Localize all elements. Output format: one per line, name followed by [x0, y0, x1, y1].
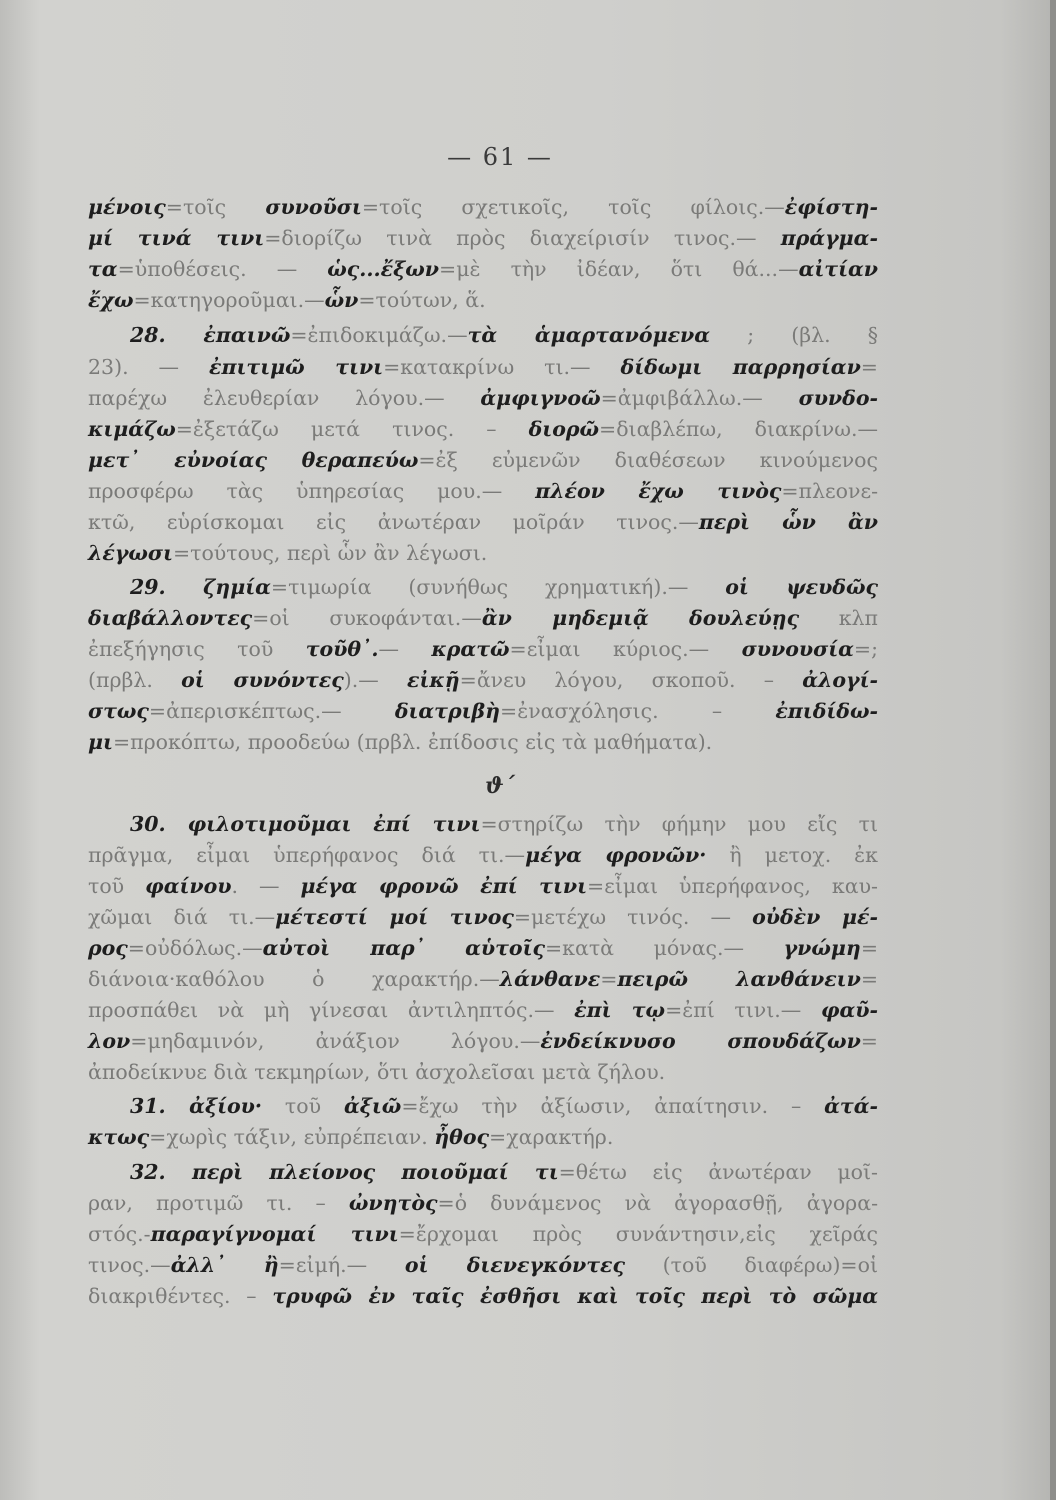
gloss: =τούτων, ἅ.	[358, 288, 486, 312]
headword: ἐπὶ τῳ	[574, 998, 666, 1022]
gloss: ἀποδείκνυε διὰ τεκμηρίων, ὅτι ἀσχολεῖσαι μετὰ ζήλου.	[88, 1060, 666, 1084]
gloss: =	[860, 936, 878, 960]
text-line	[130, 1091, 878, 1121]
gloss: =μηδαμινόν, ἀνάξιον λόγου.—	[130, 1029, 541, 1053]
gloss: =ἄνευ λόγου, σκοποῦ. –	[459, 668, 803, 692]
gloss: =διαβλέπω, διακρίνω.—	[599, 417, 878, 441]
gloss: παρέχω ἐλευθερίαν λόγου.—	[88, 386, 481, 410]
headword: ἀλλ᾽ ἢ	[170, 1253, 279, 1277]
headword: ἐπιτιμῶ τινι	[209, 355, 384, 379]
headword: στως	[88, 699, 149, 723]
headword: οἱ συνόντες	[181, 668, 344, 692]
text-line	[88, 538, 878, 568]
headword: αἰτίαν	[798, 257, 878, 281]
gloss: κλπ	[799, 606, 878, 630]
gloss: 23). —	[88, 355, 210, 379]
text-line	[88, 840, 878, 870]
gloss: ἢ μετοχ. ἐκ	[706, 843, 878, 867]
headword: πειρῶ λανθάνειν	[617, 967, 861, 991]
text-line	[88, 285, 878, 315]
gloss: =θέτω εἰς ἀνωτέραν μοῖ-	[558, 1160, 878, 1184]
headword: ἐπιδίδω-	[775, 699, 878, 723]
gloss: =;	[853, 637, 878, 661]
text-line	[88, 476, 878, 506]
text-line	[88, 964, 878, 994]
gloss: ἐπεξήγησις τοῦ	[88, 637, 306, 661]
text-line	[88, 727, 878, 757]
gloss: =χαρακτήρ.	[489, 1125, 614, 1149]
gloss: =εἶμαι κύριος.—	[509, 637, 742, 661]
gloss: =διορίζω τινὰ πρὸς διαχείρισίν τινος.—	[264, 226, 781, 250]
gloss: =	[860, 1029, 878, 1053]
text-line	[88, 1219, 878, 1249]
headword: διατριβὴ	[394, 699, 501, 723]
headword: περὶ ὧν ἂν	[698, 510, 878, 534]
headword: οἱ διενεγκόντες	[404, 1253, 625, 1277]
headword: ἂν μηδεμιᾷ δουλεύῃς	[481, 606, 800, 630]
gloss: =κατὰ μόνας.—	[544, 936, 784, 960]
headword: ὡς...ἔξων	[327, 257, 440, 281]
headword: πλέον ἔχω τινὸς	[535, 479, 782, 503]
headword: γνώμη	[783, 936, 861, 960]
gloss: =ὁ δυνάμενος νὰ ἀγορασθῇ, ἀγορα-	[437, 1191, 878, 1215]
headword: μί τινά τινι	[88, 226, 265, 250]
text-line	[88, 603, 878, 633]
gloss: τινος.—	[88, 1253, 171, 1277]
gloss: ραν, προτιμῶ τι. –	[88, 1191, 349, 1215]
text-line	[130, 809, 878, 839]
headword: μι	[88, 730, 113, 754]
text-line	[88, 507, 878, 537]
gloss: ; (βλ. §	[710, 323, 878, 347]
gloss: =πλεονε-	[781, 479, 878, 503]
headword: λάνθανε	[499, 967, 601, 991]
gloss: =ἔχω τὴν ἀξίωσιν, ἀπαίτησιν. –	[401, 1094, 825, 1118]
gloss: =χωρὶς τάξιν, εὐπρέπειαν.	[149, 1125, 435, 1149]
gloss: =ἀπερισκέπτως.—	[148, 699, 395, 723]
gloss: =ὑποθέσεις. —	[117, 257, 328, 281]
gloss: (τοῦ διαφέρω)=οἱ	[624, 1253, 878, 1277]
headword: 31. ἀξίου·	[130, 1094, 263, 1118]
text-line	[88, 445, 878, 475]
text-line	[88, 696, 878, 726]
gloss: =ἐπί τινι.—	[665, 998, 821, 1022]
gloss: —	[378, 637, 432, 661]
headword: οὐδὲν μέ-	[752, 905, 879, 929]
text-line	[88, 902, 878, 932]
text-line	[88, 254, 878, 284]
gloss: τοῦ	[262, 1094, 344, 1118]
gloss: =ἐπιδοκιμάζω.—	[290, 323, 468, 347]
text-line	[88, 352, 878, 382]
headword: μέγα φρονῶ ἐπί τινι	[300, 874, 588, 898]
headword: λέγωσι	[88, 541, 173, 565]
headword: μέγα φρονῶν·	[525, 843, 707, 867]
text-line	[88, 1057, 878, 1087]
headword: 28. ἐπαινῶ	[130, 323, 291, 347]
gloss: =τοῖς	[165, 195, 266, 219]
gloss: =οὐδόλως.—	[127, 936, 263, 960]
gloss: προσφέρω τὰς ὑπηρεσίας μου.—	[88, 479, 536, 503]
gloss: στός.-	[88, 1222, 151, 1246]
headword: ἀλογί-	[802, 668, 879, 692]
headword: μένοις	[88, 195, 166, 219]
headword: ἐφίστη-	[784, 195, 879, 219]
page-number: — 61 —	[447, 143, 553, 171]
headword: ἀξιῶ	[343, 1094, 402, 1118]
headword: ἔχω	[88, 288, 134, 312]
headword: τρυφῶ ἐν ταῖς ἐσθῆσι καὶ τοῖς περὶ τὸ σῶμα	[272, 1284, 878, 1308]
headword: φαῦ-	[820, 998, 878, 1022]
gloss: =ἔρχομαι πρὸς συνάντησιν,εἰς χεῖράς	[398, 1222, 878, 1246]
text-line	[88, 1281, 878, 1311]
text-line	[88, 1188, 878, 1218]
headword: πράγμα-	[780, 226, 878, 250]
text-line	[130, 1157, 878, 1187]
headword: ἦθος	[434, 1125, 490, 1149]
headword: εἰκῇ	[407, 668, 460, 692]
gloss: διάνοια·καθόλου ὁ χαρακτήρ.—	[88, 967, 500, 991]
gloss: =	[600, 967, 618, 991]
gloss: =κατακρίνω τι.—	[383, 355, 621, 379]
headword: 29. ζημία	[130, 575, 271, 599]
gloss: =μὲ τὴν ἰδέαν, ὅτι θά...—	[439, 257, 799, 281]
headword: τοῦθ᾽.	[305, 637, 379, 661]
gloss: =	[860, 355, 878, 379]
gloss: =ἀμφιβάλλω.—	[600, 386, 799, 410]
headword: διορῶ	[528, 417, 600, 441]
gloss: =τιμωρία (συνήθως χρηματική).—	[270, 575, 726, 599]
text-line	[88, 634, 878, 664]
headword: ἐνδείκνυσο σπουδάζων	[540, 1029, 861, 1053]
text-line	[88, 1026, 878, 1056]
page-edge	[1050, 0, 1056, 1500]
headword: συνουσία	[741, 637, 854, 661]
gloss: =εἶμαι ὑπερήφανος, καυ-	[587, 874, 878, 898]
text-line	[88, 1250, 878, 1280]
gloss: χῶμαι διά τι.—	[88, 905, 276, 929]
gloss: =προκόπτω, προοδεύω (πρβλ. ἐπίδοσις εἰς τὰ μαθήματα).	[112, 730, 713, 754]
text-line	[88, 223, 878, 253]
headword: ἀμφιγνοῶ	[480, 386, 601, 410]
gloss: κτῶ, εὑρίσκομαι εἰς ἀνωτέραν μοῖράν τινος.—	[88, 510, 699, 534]
headword: ὧν	[324, 288, 359, 312]
gloss: =ἐξ εὐμενῶν διαθέσεων κινούμενος	[418, 448, 878, 472]
headword: κιμάζω	[88, 417, 176, 441]
text-line	[88, 192, 878, 222]
gloss: πρᾶγμα, εἶμαι ὑπερήφανος διά τι.—	[88, 843, 526, 867]
headword: φαίνου	[145, 874, 232, 898]
headword: μέτεστί μοί τινος	[275, 905, 514, 929]
gloss: τοῦ	[88, 874, 146, 898]
text-line	[88, 414, 878, 444]
text-line	[88, 383, 878, 413]
headword: συνδο-	[798, 386, 878, 410]
gloss: διακριθέντες. –	[88, 1284, 273, 1308]
headword: δίδωμι παρρησίαν	[620, 355, 861, 379]
text-line	[88, 1122, 878, 1152]
gloss: =τούτους, περὶ ὧν ἂν λέγωσι.	[172, 541, 488, 565]
headword: τα	[88, 257, 118, 281]
gloss: =εἰμή.—	[278, 1253, 405, 1277]
text-line	[88, 871, 878, 901]
gloss: =στηρίζω τὴν φήμην μου εἴς τι	[480, 812, 878, 836]
gloss: =	[860, 967, 878, 991]
headword: οἱ ψευδῶς	[725, 575, 878, 599]
headword: τὰ ἁμαρτανόμενα	[467, 323, 711, 347]
text-line	[130, 572, 878, 602]
headword: κρατῶ	[431, 637, 510, 661]
gloss: =ἐνασχόλησις. –	[500, 699, 776, 723]
headword: ρος	[88, 936, 128, 960]
gloss: =ἐξετάζω μετά τινος. –	[175, 417, 529, 441]
headword: 32. περὶ πλείονος ποιοῦμαί τι	[130, 1160, 559, 1184]
gloss: ).—	[343, 668, 407, 692]
headword: αὐτοὶ παρ᾽ αὑτοῖς	[262, 936, 545, 960]
text-line	[88, 995, 878, 1025]
section-mark: ϑ΄	[485, 773, 515, 799]
text-line	[88, 665, 878, 695]
gloss: =κατηγοροῦμαι.—	[133, 288, 325, 312]
headword: ὠνητὸς	[348, 1191, 438, 1215]
gloss: =μετέχω τινός. —	[513, 905, 753, 929]
gloss: =τοῖς σχετικοῖς, τοῖς φίλοις.—	[361, 195, 785, 219]
headword: 30. φιλοτιμοῦμαι ἐπί τινι	[130, 812, 481, 836]
headword: ἀτά-	[824, 1094, 878, 1118]
gloss: (πρβλ.	[88, 668, 182, 692]
headword: κτως	[88, 1125, 150, 1149]
gloss: =οἱ συκοφάνται.—	[252, 606, 482, 630]
headword: μετ᾽ εὐνοίας θεραπεύω	[88, 448, 419, 472]
headword: συνοῦσι	[265, 195, 362, 219]
gloss: προσπάθει νὰ μὴ γίνεσαι ἀντιληπτός.—	[88, 998, 575, 1022]
gloss: . —	[231, 874, 301, 898]
headword: παραγίγνομαί τινι	[150, 1222, 399, 1246]
headword: διαβάλλοντες	[88, 606, 253, 630]
text-line	[88, 933, 878, 963]
text-line	[130, 320, 878, 350]
headword: λον	[88, 1029, 131, 1053]
